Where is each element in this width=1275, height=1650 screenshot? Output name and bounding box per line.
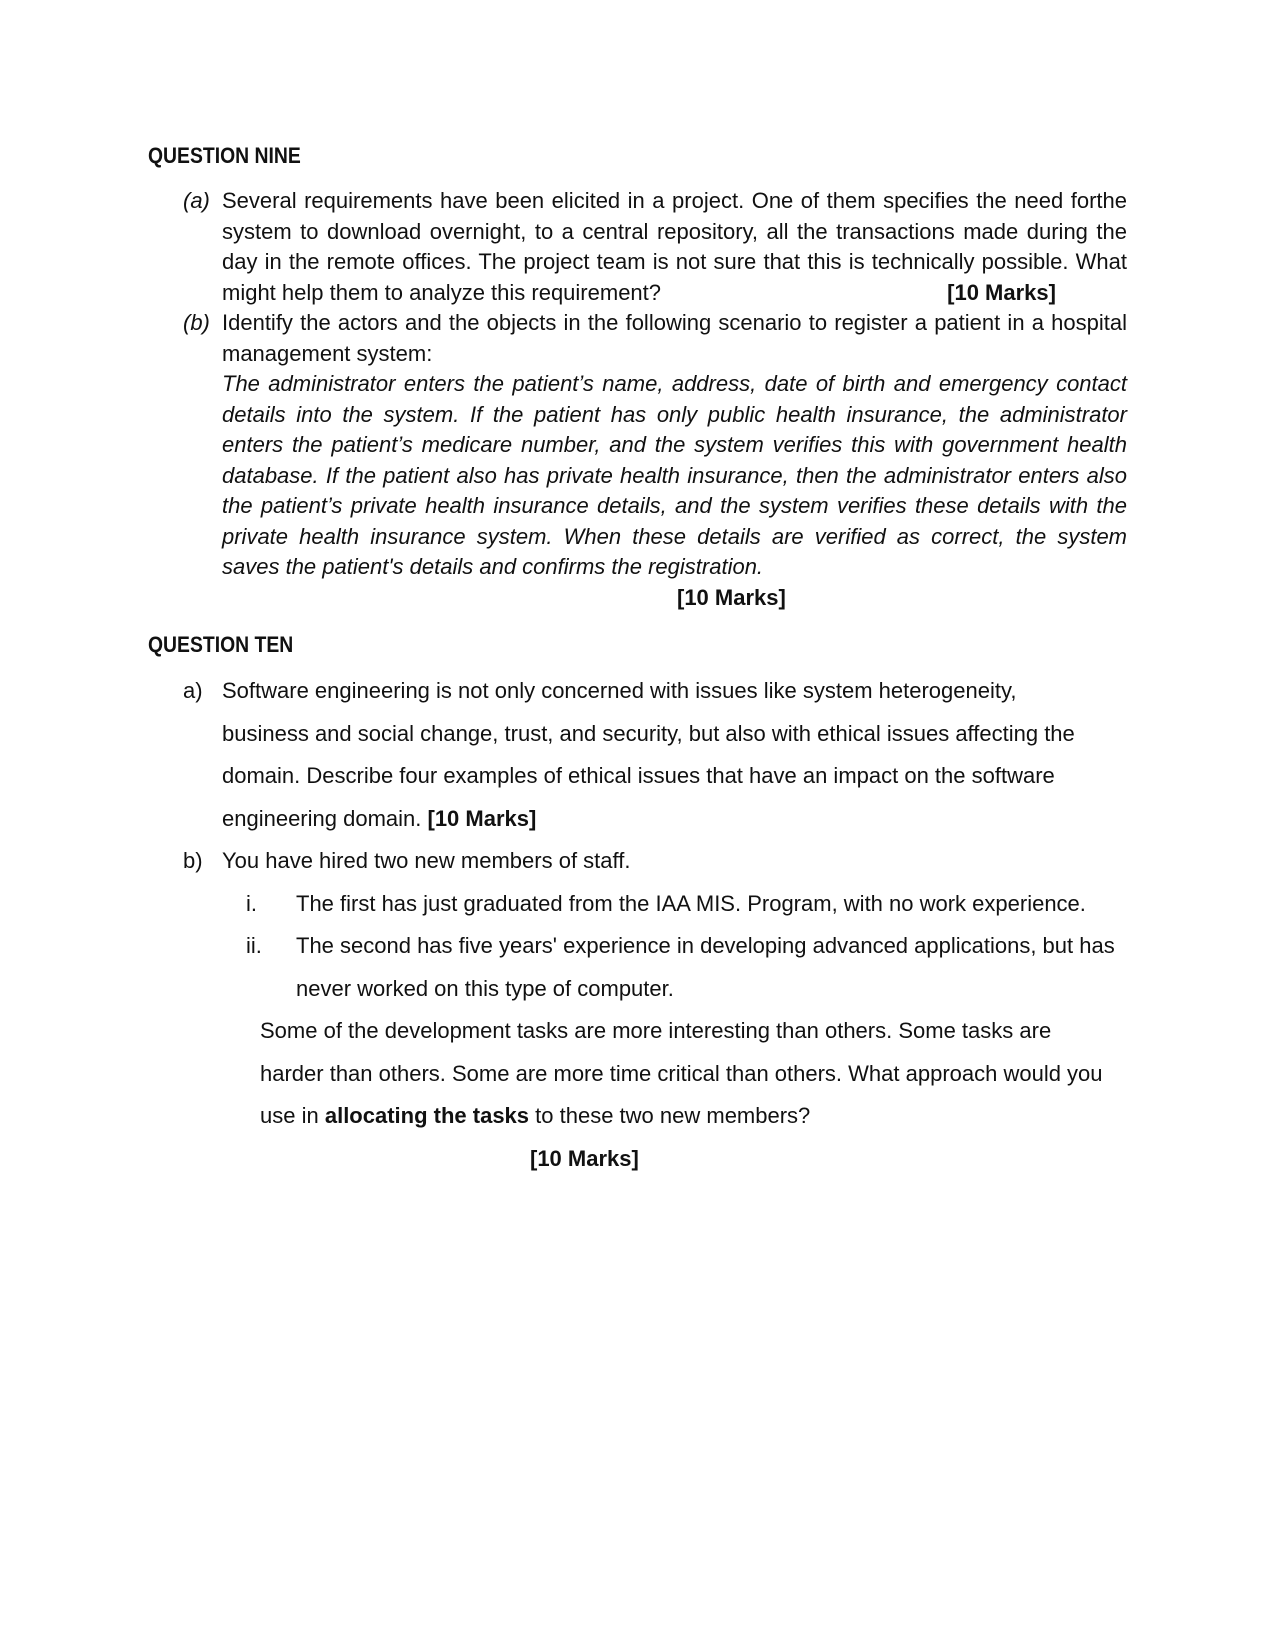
q10-closing-post: to these two new members? (535, 1103, 811, 1128)
q10-closing-bold: allocating the tasks (324, 1103, 530, 1128)
q10-part-a (0, 670, 1275, 840)
q10-part-a-text (222, 670, 1102, 840)
q10-part-b-label: b) (183, 848, 203, 873)
q10-part-a-marks: [10 Marks] (427, 805, 537, 831)
q10-closing-pre: Some of the development tasks are more interesting than others. Some tasks are harder than others. Some are more time critical than others. What approach would you use in (260, 1018, 1103, 1128)
q10-item-i-label: i. (246, 890, 257, 916)
q10-part-b-item-ii (0, 925, 1275, 1010)
q9-part-a-question: Several requirements have been elicited in a project. One of them specifies the need forthe system to download overnight, to a central repository, all the transactions made during the day in the remote offices. The project team is not sure that this is technically possible. What might help them to analyze this requirement? (222, 188, 1127, 305)
q10-part-b-closing (260, 1010, 1120, 1180)
q10-item-i-text: The first has just graduated from the IAA MIS. Program, with no work experience. (296, 890, 1086, 916)
q9-part-b-scenario: The administrator enters the patient’s name, address, date of birth and emergency contact details into the system. If the patient has only public health insurance, the administrator enters the patient’s medicare number, and the system verifies this with government health database. If the patient also has private health insurance, then the administrator enters also the patient’s private health insurance details, and the system verifies these details with the private health insurance system. When these details are verified as correct, the system saves the patient's details and confirms the registration. (222, 371, 1127, 579)
question-ten-body (0, 670, 1275, 1180)
q9-part-a-marks: [10 Marks] (947, 279, 1056, 305)
question-nine-heading: QUESTION NINE (148, 143, 301, 168)
q10-item-ii-text: The second has five years' experience in developing advanced applications, but has never worked on this type of computer. (296, 933, 1115, 1001)
q10-part-b-item-i (0, 883, 1275, 926)
q10-item-ii-label: ii. (246, 933, 262, 958)
q9-part-a (0, 186, 1275, 308)
q10-part-b-text: You have hired two new members of staff. (222, 848, 631, 873)
q10-part-a-question: Software engineering is not only concerned with issues like system heterogeneity, business and social change, trust, and security, but also with ethical issues affecting the domain. Describe four examples of ethical issues that have an impact on the software engineering domain. (222, 678, 1075, 831)
q9-part-b-marks: [10 Marks] (677, 584, 786, 610)
question-nine-body (0, 186, 1275, 613)
q9-part-b-label: (b) (183, 310, 210, 335)
q10-part-b-marks: [10 Marks] (530, 1145, 639, 1171)
q9-part-b-text: Identify the actors and the objects in the following scenario to register a patient in a hospital management system: (222, 310, 1127, 366)
q9-part-a-text (222, 186, 1127, 308)
q10-part-b (0, 840, 1275, 883)
question-ten-heading: QUESTION TEN (148, 632, 294, 657)
q9-part-b (0, 308, 1275, 613)
q9-part-a-label: (a) (183, 188, 210, 213)
q10-part-a-label: a) (183, 678, 203, 703)
